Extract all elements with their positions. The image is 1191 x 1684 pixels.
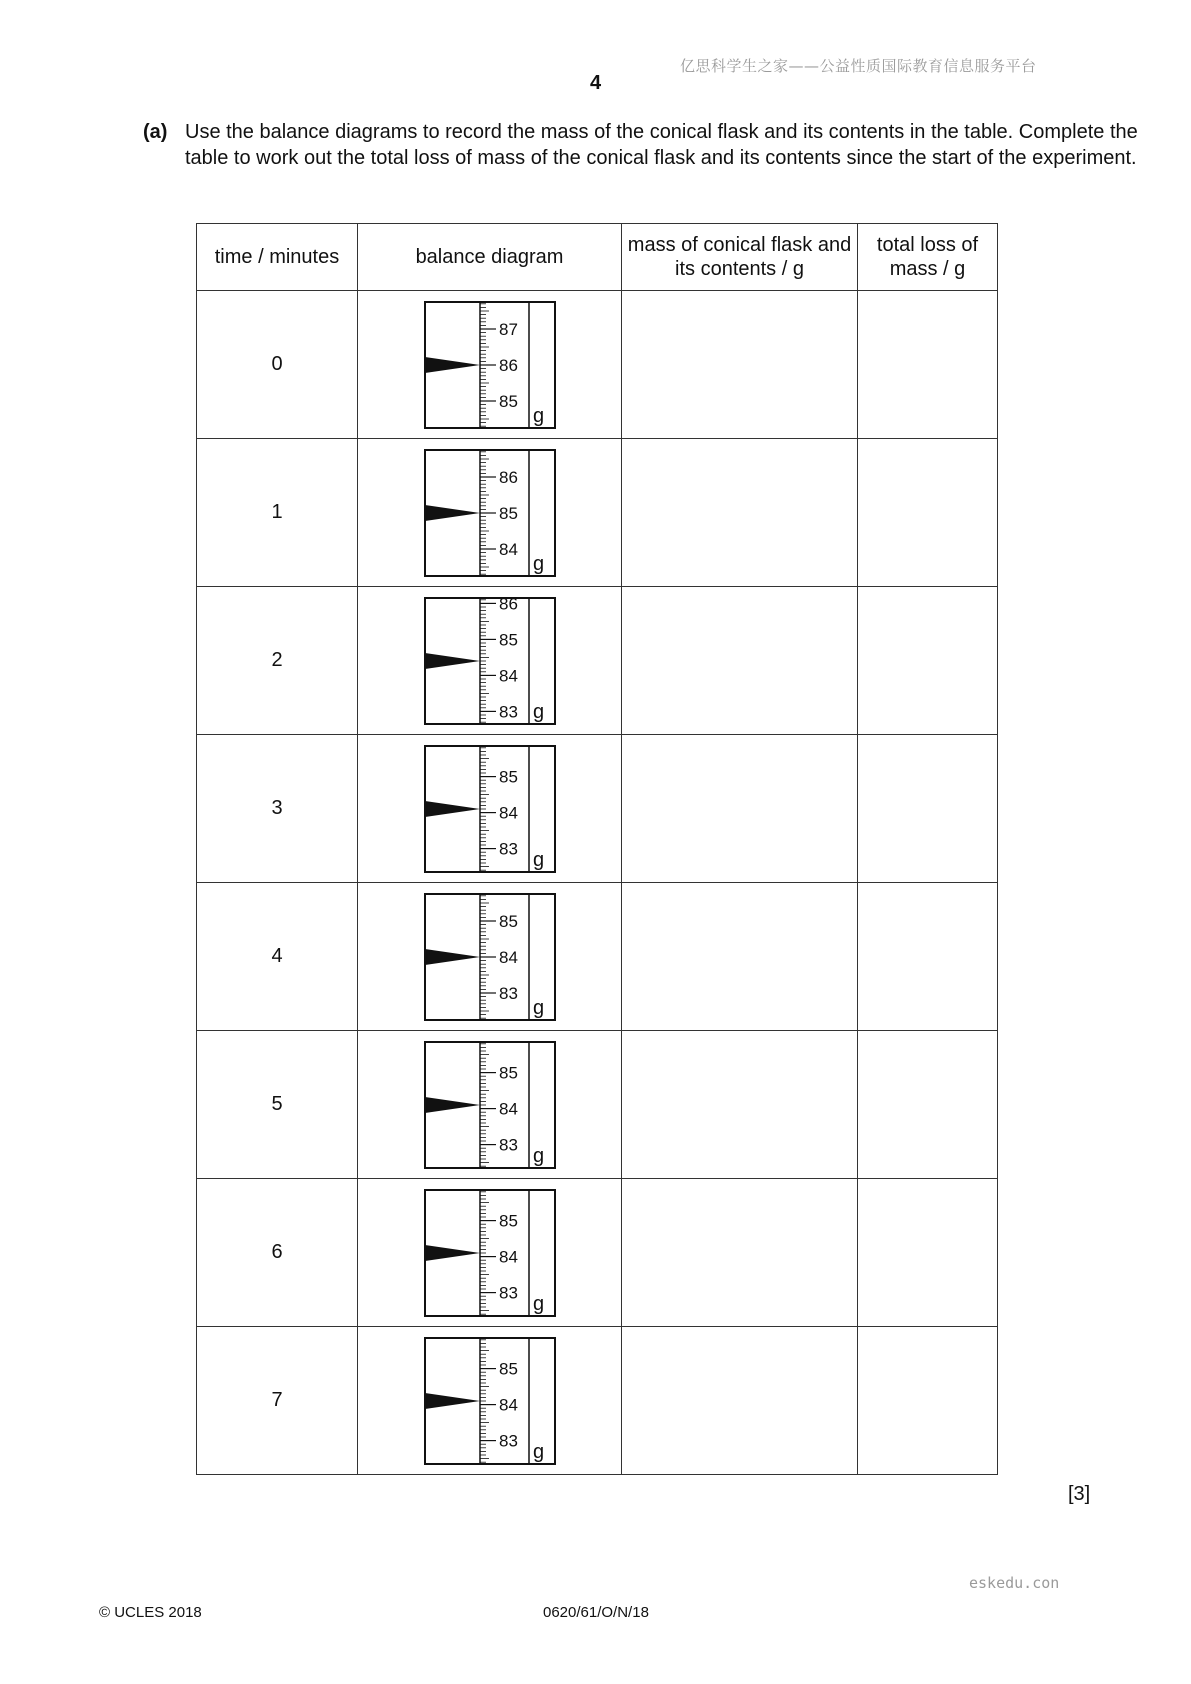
scale-label: 83 [498, 701, 518, 721]
scale-ticks [480, 301, 496, 429]
cell-time: 1 [197, 439, 358, 587]
cell-balance-diagram [358, 883, 622, 1031]
pointer-arrow [425, 1097, 480, 1113]
cell-time: 0 [197, 291, 358, 439]
scale-ticks [480, 745, 496, 873]
unit-label: g [532, 1292, 544, 1315]
scale-ticks [480, 449, 496, 577]
scale-ticks [480, 1189, 496, 1317]
cell-balance-diagram [358, 587, 622, 735]
cell-balance-diagram [358, 1179, 622, 1327]
pointer-arrow [425, 357, 480, 373]
cell-time: 3 [197, 735, 358, 883]
balance-diagram [424, 1189, 556, 1317]
scale-label: 85 [498, 391, 518, 411]
header-balance-diagram: balance diagram [358, 224, 622, 291]
scale-ticks [480, 1337, 496, 1465]
unit-label: g [532, 996, 544, 1019]
cell-mass[interactable] [622, 1327, 858, 1475]
unit-label: g [532, 700, 544, 723]
balance-diagram [424, 301, 556, 429]
table-header-row [197, 224, 998, 291]
cell-mass[interactable] [622, 291, 858, 439]
cell-mass[interactable] [622, 1031, 858, 1179]
cell-total-loss[interactable] [858, 1179, 998, 1327]
cell-total-loss[interactable] [858, 1327, 998, 1475]
cell-time: 2 [197, 587, 358, 735]
table-row [197, 883, 998, 1031]
scale-label: 83 [498, 1283, 518, 1303]
question-text: Use the balance diagrams to record the mass of the conical flask and its contents in the table. Complete the table to work out the total loss of mass of the conical flask and its contents since the start of the experiment. [185, 121, 1138, 169]
cell-time: 4 [197, 883, 358, 1031]
cell-balance-diagram [358, 291, 622, 439]
cell-mass[interactable] [622, 1179, 858, 1327]
cell-balance-diagram [358, 1031, 622, 1179]
unit-label: g [532, 552, 544, 575]
cell-total-loss[interactable] [858, 883, 998, 1031]
pointer-arrow [425, 949, 480, 965]
table-row [197, 1179, 998, 1327]
scale-label: 84 [498, 803, 518, 823]
scale-label: 84 [498, 947, 518, 967]
cell-mass[interactable] [622, 587, 858, 735]
cell-time: 7 [197, 1327, 358, 1475]
balance-diagram [424, 1041, 556, 1169]
scale-label: 84 [498, 1395, 518, 1415]
table-body [197, 291, 998, 1475]
scale-label: 83 [498, 839, 518, 859]
watermark-top: 亿思科学生之家——公益性质国际教育信息服务平台 [680, 57, 1037, 75]
cell-balance-diagram [358, 735, 622, 883]
pointer-arrow [425, 1245, 480, 1261]
unit-label: g [532, 1144, 544, 1167]
scale-ticks [480, 1041, 496, 1169]
header-mass: mass of conical flask and its contents / g [622, 224, 858, 291]
table-row [197, 1031, 998, 1179]
footer-copyright: © UCLES 2018 [99, 1604, 202, 1621]
scale-label: 86 [498, 596, 518, 613]
scale-label: 87 [498, 319, 518, 339]
pointer-arrow [425, 1393, 480, 1409]
results-table [196, 223, 998, 1475]
cell-total-loss[interactable] [858, 439, 998, 587]
cell-mass[interactable] [622, 439, 858, 587]
scale-label: 85 [498, 1359, 518, 1379]
table-row [197, 587, 998, 735]
cell-mass[interactable] [622, 883, 858, 1031]
cell-balance-diagram [358, 439, 622, 587]
scale-label: 83 [498, 983, 518, 1003]
unit-label: g [532, 404, 544, 427]
scale-label: 83 [498, 1135, 518, 1155]
balance-diagram [424, 1337, 556, 1465]
balance-diagram [424, 893, 556, 1021]
cell-balance-diagram [358, 1327, 622, 1475]
question-part-label: (a) [143, 121, 168, 143]
cell-total-loss[interactable] [858, 291, 998, 439]
scale-label: 86 [498, 355, 518, 375]
unit-label: g [532, 848, 544, 871]
scale-label: 86 [498, 467, 518, 487]
scale-label: 85 [498, 911, 518, 931]
page-number: 4 [589, 72, 602, 94]
watermark-bottom: eskedu.con [969, 1574, 1060, 1592]
scale-ticks [480, 597, 496, 725]
table-row [197, 735, 998, 883]
cell-total-loss[interactable] [858, 735, 998, 883]
scale-label: 84 [498, 539, 518, 559]
pointer-arrow [425, 505, 480, 521]
header-total-loss: total loss of mass / g [858, 224, 998, 291]
scale-label: 85 [498, 629, 518, 649]
pointer-arrow [425, 801, 480, 817]
cell-time: 6 [197, 1179, 358, 1327]
scale-label: 84 [498, 1247, 518, 1267]
table-row [197, 439, 998, 587]
scale-label: 85 [498, 767, 518, 787]
marks-label: [3] [1068, 1483, 1091, 1505]
balance-diagram [424, 745, 556, 873]
scale-ticks [480, 893, 496, 1021]
table-row [197, 1327, 998, 1475]
balance-diagram [424, 449, 556, 577]
scale-label: 85 [498, 503, 518, 523]
header-time: time / minutes [197, 224, 358, 291]
balance-diagram [424, 597, 556, 725]
scale-label: 84 [498, 665, 518, 685]
cell-mass[interactable] [622, 735, 858, 883]
scale-label: 84 [498, 1099, 518, 1119]
unit-label: g [532, 1440, 544, 1463]
cell-time: 5 [197, 1031, 358, 1179]
scale-label: 85 [498, 1211, 518, 1231]
pointer-arrow [425, 653, 480, 669]
scale-label: 83 [498, 1431, 518, 1451]
cell-total-loss[interactable] [858, 1031, 998, 1179]
cell-total-loss[interactable] [858, 587, 998, 735]
footer-paper-code: 0620/61/O/N/18 [543, 1604, 649, 1621]
scale-label: 85 [498, 1063, 518, 1083]
table-row [197, 291, 998, 439]
